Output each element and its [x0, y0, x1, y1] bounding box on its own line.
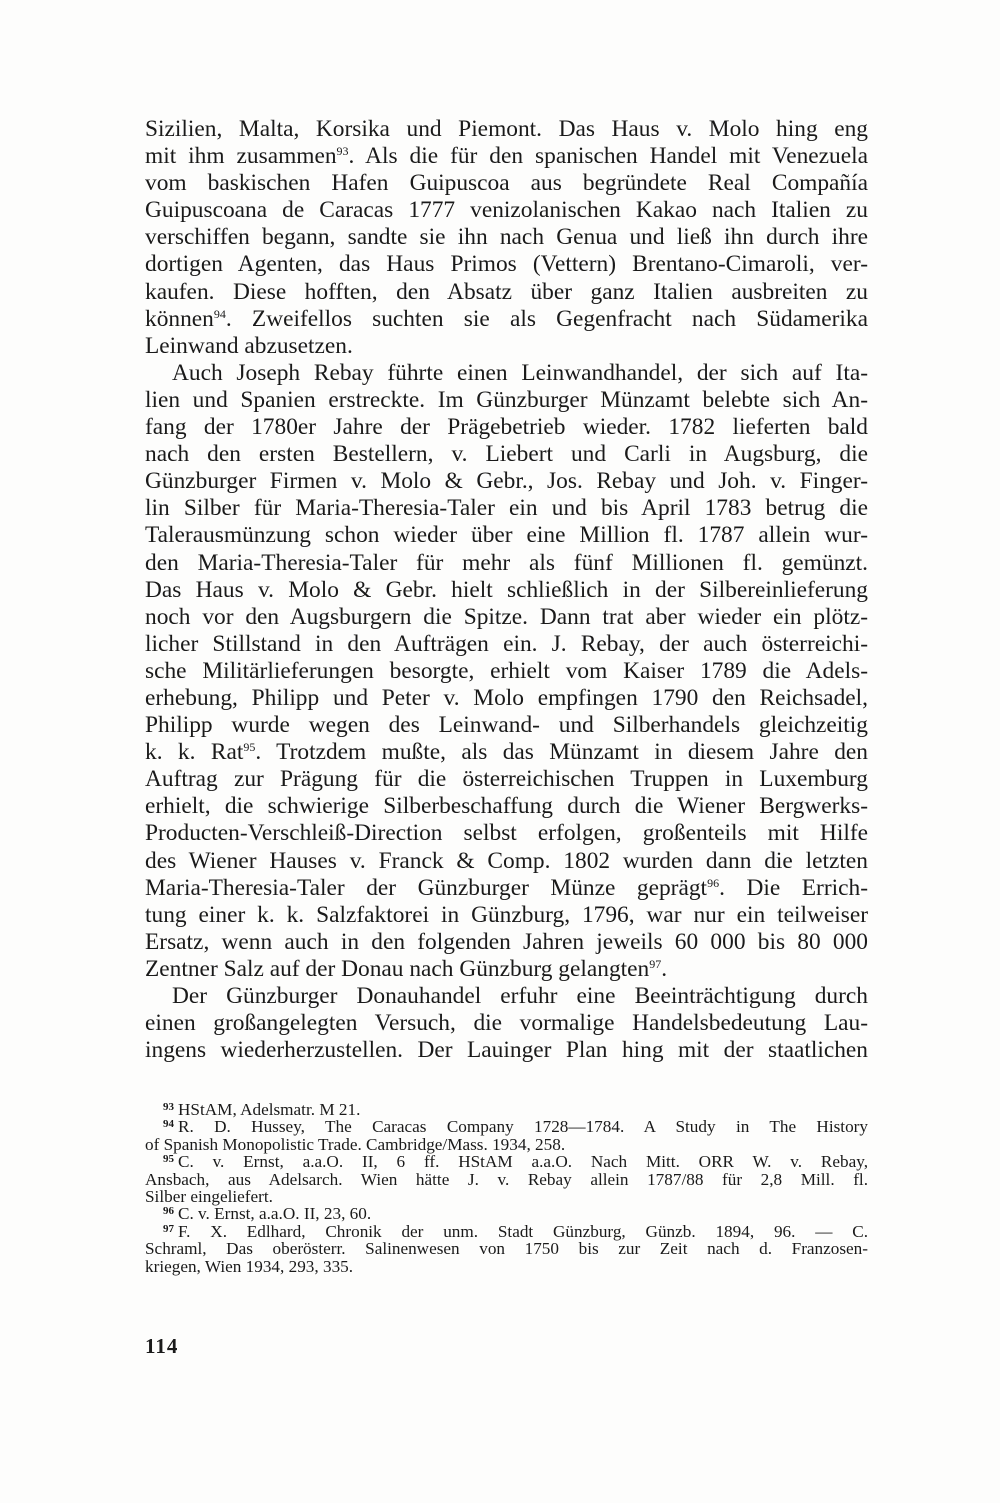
- text-line: Sizilien, Malta, Korsika und Piemont. Das Haus v. Molo hing eng: [145, 116, 868, 142]
- text-line: sche Militärlieferungen besorgte, erhielt vom Kaiser 1789 die Adels-: [145, 657, 868, 684]
- footnote-reference: 96: [707, 875, 720, 890]
- footnote-number: 93: [163, 1101, 174, 1113]
- footnote-line: $^{95}$ C. v. Ernst, a.a.O. II, 6 ff. HStAM a.a.O. Nach Mitt. ORR W. v. Rebay,: [163, 1152, 868, 1172]
- footnote-number: 95: [163, 1153, 174, 1166]
- text-line: k. k. Rat$^{95}$. Trotzdem mußte, als das Münzamt in diesem Jahre den: [145, 739, 868, 766]
- text-line: Zentner Salz auf der Donau nach Günzburg gelangten$^{97}$.: [145, 955, 668, 982]
- paragraph: [145, 983, 868, 1064]
- paragraph: [145, 360, 868, 983]
- footnote-line: Schraml, Das oberösterr. Salinenwesen von 1750 bis zur Zeit nach d. Franzosen-: [145, 1239, 868, 1259]
- footnote-number: 96: [163, 1205, 174, 1218]
- text-line: dortigen Agenten, das Haus Primos (Vettern) Brentano-Cimaroli, ver-: [145, 251, 868, 278]
- text-line: Günzburger Firmen v. Molo & Gebr., Jos. Rebay und Joh. v. Finger-: [145, 468, 868, 495]
- text-line: Auftrag zur Prägung für die österreichischen Truppen in Luxemburg: [145, 766, 868, 793]
- footnote-line: kriegen, Wien 1934, 293, 335.: [145, 1256, 354, 1276]
- text-line: den Maria-Theresia-Taler für mehr als fünf Millionen fl. gemünzt.: [145, 549, 868, 576]
- text-line: des Wiener Hauses v. Franck & Comp. 1802 wurden dann die letzten: [145, 847, 868, 874]
- footnote-line: Ansbach, aus Adelsarch. Wien hätte J. v. Rebay allein 1787/88 für 2,8 Mill. fl.: [145, 1169, 868, 1189]
- text-line: Guipuscoana de Caracas 1777 venizolanischen Kakao nach Italien zu: [145, 197, 868, 224]
- text-line: Der Günzburger Donauhandel erfuhr eine Beeinträchtigung durch: [172, 983, 868, 1009]
- text-line: lin Silber für Maria-Theresia-Taler ein und bis April 1783 betrug die: [145, 495, 868, 522]
- footnote: [145, 1153, 868, 1205]
- paragraph: [145, 116, 868, 360]
- footnote-line: $^{97}$ F. X. Edlhard, Chronik der unm. Stadt Günzburg, Günzb. 1894, 96. — C.: [163, 1221, 868, 1241]
- footnote: [145, 1101, 868, 1118]
- text-line: verschiffen begann, sandte sie ihn nach Genua und ließ ihn durch ihre: [145, 224, 868, 251]
- footnote-number: 94: [163, 1118, 174, 1131]
- text-line: nach den ersten Bestellern, v. Liebert und Carli in Augsburg, die: [145, 441, 868, 468]
- text-line: fang der 1780er Jahre der Prägebetrieb wieder. 1782 lieferten bald: [145, 414, 868, 441]
- text-line: tung einer k. k. Salzfaktorei in Günzburg, 1796, war nur ein teilweiser: [145, 901, 868, 928]
- text-line: licher Stillstand in den Aufträgen ein. J. Rebay, der auch österreichi-: [145, 630, 868, 657]
- text-line: noch vor den Augsburgern die Spitze. Dann trat aber wieder ein plötz-: [145, 603, 868, 630]
- page-number: 114: [145, 1334, 179, 1358]
- footnote-line: Silber eingeliefert.: [145, 1187, 273, 1207]
- text-line: erhielt, die schwierige Silberbeschaffung durch die Wiener Bergwerks-: [145, 793, 868, 820]
- body-text: [145, 116, 868, 1064]
- footnotes: [145, 1101, 868, 1275]
- text-line: Ersatz, wenn auch in den folgenden Jahren jeweils 60 000 bis 80 000: [145, 928, 868, 955]
- text-line: können$^{94}$. Zweifellos suchten sie als Gegenfracht nach Südamerika: [145, 305, 868, 332]
- text-line: Talerausmünzung schon wieder über eine Million fl. 1787 allein wur-: [145, 522, 868, 549]
- text-line: mit ihm zusammen$^{93}$. Als die für den spanischen Handel mit Venezuela: [145, 143, 868, 170]
- text-line: ingens wiederherzustellen. Der Lauinger Plan hing mit der staatlichen: [145, 1037, 868, 1064]
- footnote-reference: 95: [243, 740, 256, 755]
- text-line: Das Haus v. Molo & Gebr. hielt schließlich in der Silbereinlieferung: [145, 576, 868, 603]
- footnote-reference: 97: [649, 956, 662, 971]
- footnote: [145, 1118, 868, 1153]
- text-line: Auch Joseph Rebay führte einen Leinwandhandel, der sich auf Ita-: [172, 359, 868, 386]
- text-line: Leinwand abzusetzen.: [145, 332, 353, 359]
- text-line: einen großangelegten Versuch, die vormalige Handelsbedeutung Lau-: [145, 1010, 868, 1037]
- footnote-reference: 94: [213, 306, 226, 321]
- footnote: [145, 1223, 868, 1275]
- text-line: kaufen. Diese hofften, den Absatz über ganz Italien ausbreiten zu: [145, 278, 868, 305]
- text-line: erhebung, Philipp und Peter v. Molo empfingen 1790 den Reichsadel,: [145, 684, 868, 711]
- text-line: Producten-Verschleiß-Direction selbst erfolgen, großenteils mit Hilfe: [145, 820, 868, 847]
- footnote-number: 97: [163, 1222, 174, 1235]
- footnote: [145, 1205, 868, 1222]
- text-line: Philipp wurde wegen des Leinwand- und Silberhandels gleichzeitig: [145, 712, 868, 739]
- footnote-line: of Spanish Monopolistic Trade. Cambridge/Mass. 1934, 258.: [145, 1134, 566, 1154]
- text-line: lien und Spanien erstreckte. Im Günzburger Münzamt belebte sich An-: [145, 386, 868, 413]
- text-line: vom baskischen Hafen Guipuscoa aus begründete Real Compañía: [145, 170, 868, 197]
- footnote-reference: 93: [336, 144, 349, 159]
- footnote-line: $^{96}$ C. v. Ernst, a.a.O. II, 23, 60.: [163, 1204, 372, 1224]
- footnote-line: $^{93}$ HStAM, Adelsmatr. M 21.: [163, 1100, 361, 1119]
- text-line: Maria-Theresia-Taler der Günzburger Münze geprägt$^{96}$. Die Errich-: [145, 874, 868, 901]
- footnote-line: $^{94}$ R. D. Hussey, The Caracas Company 1728—1784. A Study in The History: [163, 1117, 868, 1137]
